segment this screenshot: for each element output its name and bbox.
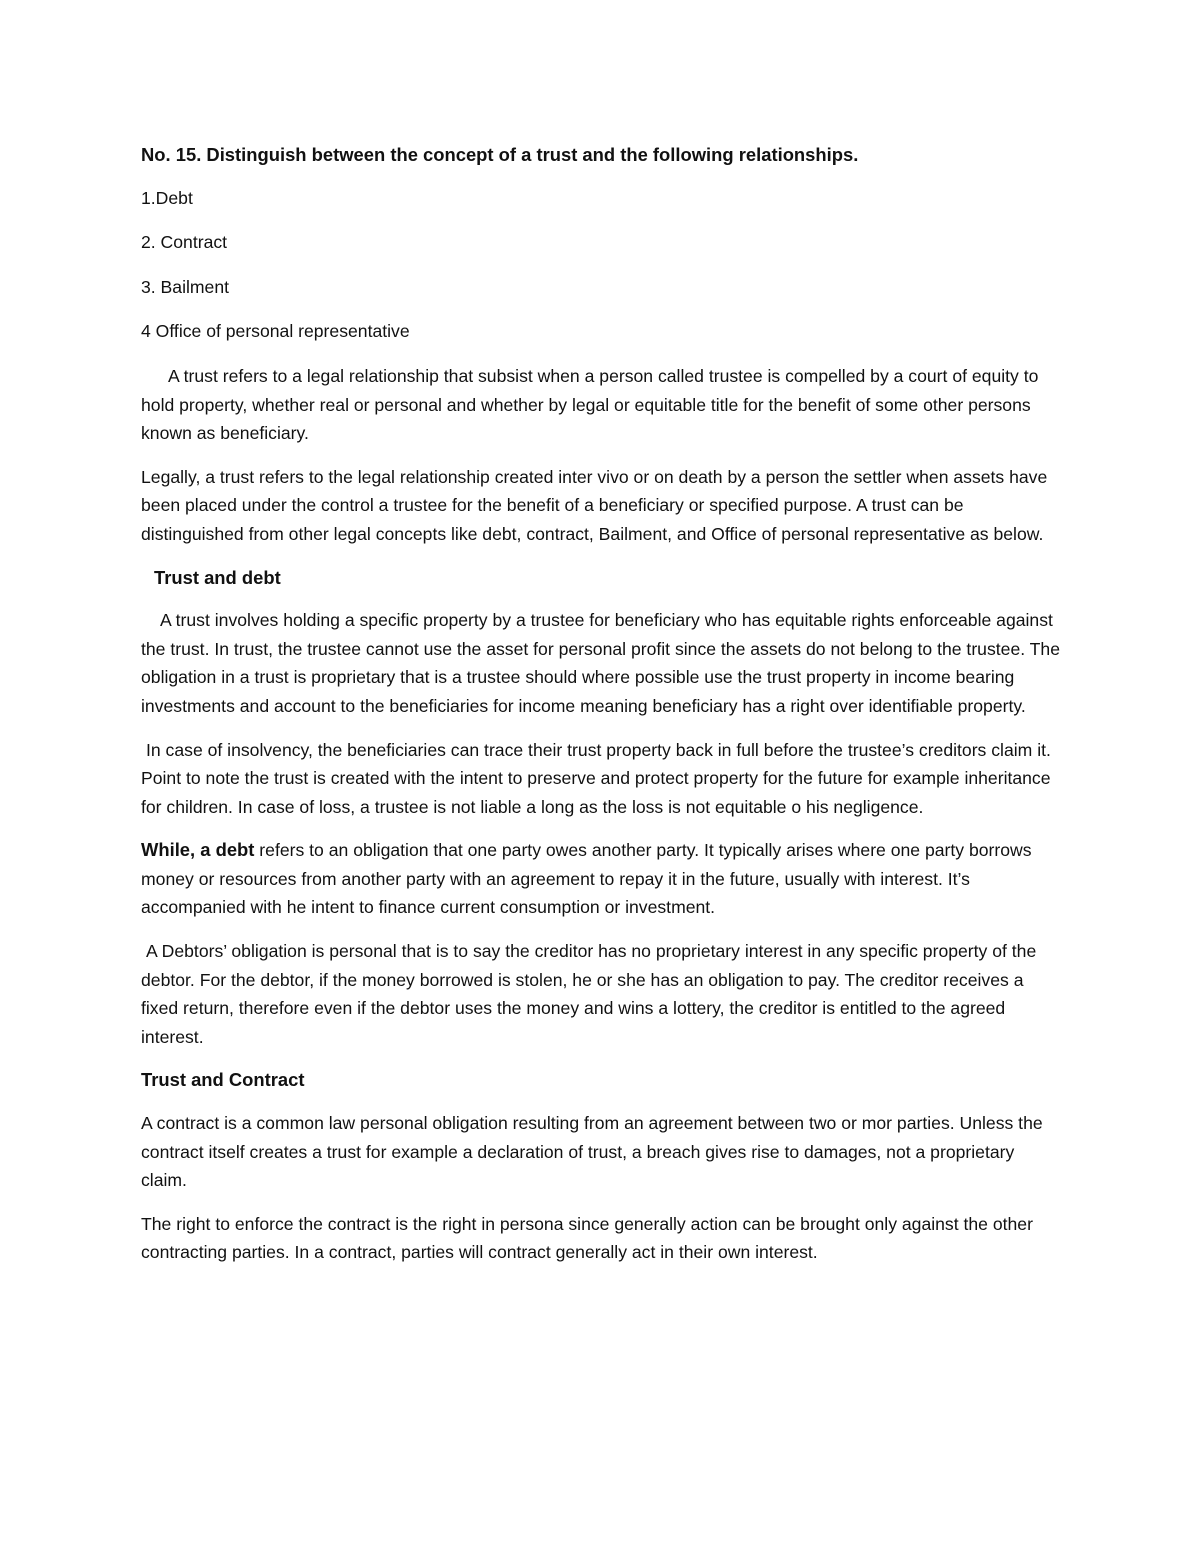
paragraph-lead-bold: While, a debt [141,839,255,861]
trust-debt-paragraph-4: A Debtors’ obligation is personal that is to say the creditor has no proprietary interest in any specific property of the debtor. For the debtor, if the money borrowed is stolen, he or she has an obligation to pay. The creditor receives a fixed return, therefore even if the debtor uses the money and wins a lottery, the creditor is entitled to the agreed interest. [141,941,1037,1047]
trust-debt-paragraph-2: In case of insolvency, the beneficiaries can trace their trust property back in full before the trustee’s creditors claim it. Point to note the trust is created with the intent to preserve and protect property for the future for example inheritance for children. In case of loss, a trustee is not liable a long as the loss is not equitable o his negligence. [141,739,1051,817]
intro-paragraph-legal: Legally, a trust refers to the legal relationship created inter vivo or on death by a person the settler when assets have been placed under the control a trustee for the benefit of a beneficiary or specified purpose. A trust can be distinguished from other legal concepts like debt, contract, Bailment, and Office of personal representative as below. [141,466,1048,544]
document-body [141,141,1061,1282]
list-item-debt: 1.Debt [141,187,193,208]
intro-paragraph-definition: A trust refers to a legal relationship that subsist when a person called trustee is compelled by a court of equity to hold property, whether real or personal and whether by legal or equitable title for the benefit of some other persons known as beneficiary. [141,365,1039,444]
trust-debt-paragraph-1: A trust involves holding a specific property by a trustee for beneficiary who has equitable rights enforceable against the trust. In trust, the trustee cannot use the asset for personal profit since the assets do not belong to the trustee. The obligation in a trust is proprietary that is a trustee should where possible use the trust property in income bearing investments and account to the beneficiaries for income meaning beneficiary has a right over identifiable property. [141,610,1060,716]
trust-contract-paragraph-2: The right to enforce the contract is the right in persona since generally action can be brought only against the other contracting parties. In a contract, parties will contract generally act in their own interest. [141,1213,1033,1263]
trust-debt-paragraph-3 [141,836,1061,922]
section-heading-trust-contract: Trust and Contract [141,1069,305,1091]
trust-contract-paragraph-1: A contract is a common law personal obligation resulting from an agreement between two or mor parties. Unless the contract itself creates a trust for example a declaration of trust, a breach gives rise to damages, not a proprietary claim. [141,1113,1043,1191]
document-title: No. 15. Distinguish between the concept of a trust and the following relationships. [141,144,859,165]
paragraph-continuation: refers to an obligation that one party owes another party. It typically arises where one party borrows money or resources from another party with an agreement to repay it in the future, usually with interest. It’s accompanied with he intent to finance current consumption or investment. [141,840,1032,918]
list-item-contract: 2. Contract [141,232,228,253]
list-item-bailment: 3. Bailment [141,276,230,297]
list-item-personal-representative: 4 Office of personal representative [141,321,410,342]
section-heading-trust-debt: Trust and debt [154,566,281,588]
